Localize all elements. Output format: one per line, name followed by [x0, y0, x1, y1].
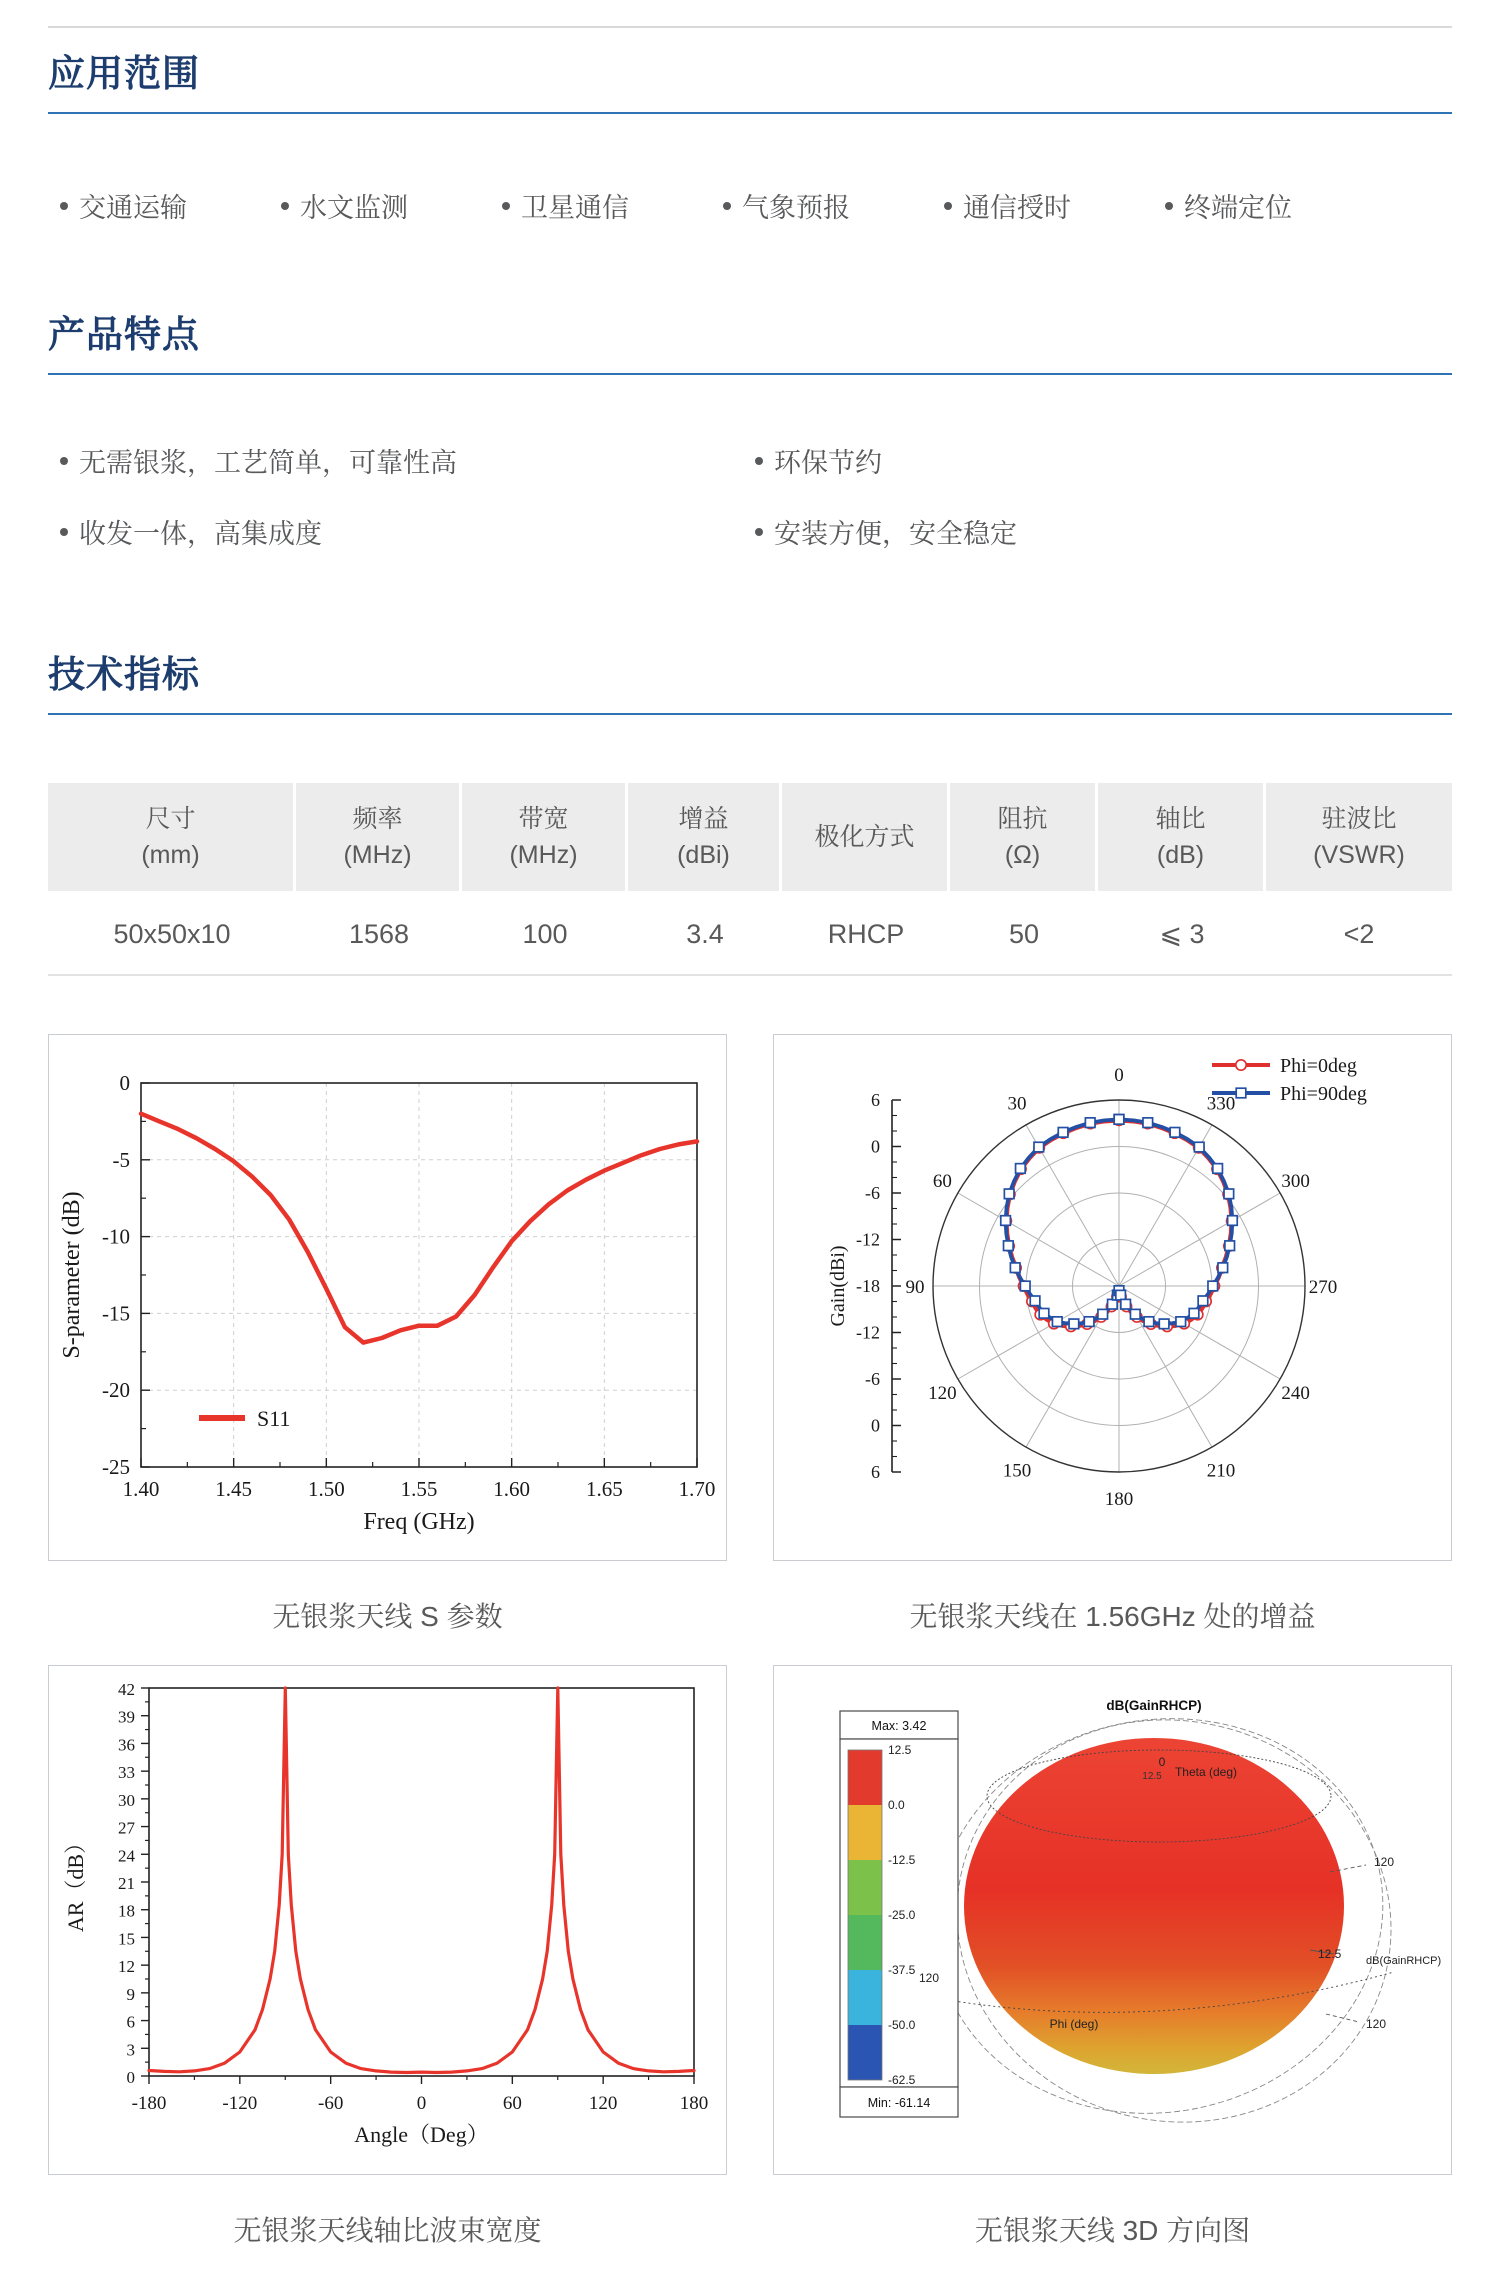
- svg-text:120: 120: [1374, 1855, 1395, 1870]
- feature-label: 无需银浆，工艺简单，可靠性高: [79, 448, 457, 479]
- application-label: 交通运输: [79, 193, 187, 224]
- bullet-dot-icon: [755, 457, 763, 465]
- axial-ratio-plot: [49, 1666, 726, 2174]
- svg-text:0: 0: [119, 1071, 130, 1096]
- spec-col-header: 频率 (MHz): [296, 783, 462, 891]
- svg-text:12.5: 12.5: [1142, 1771, 1162, 1783]
- svg-text:-180: -180: [131, 2093, 167, 2115]
- svg-text:-20: -20: [102, 1378, 130, 1403]
- bullet-dot-icon: [60, 528, 68, 536]
- svg-text:-60: -60: [318, 2093, 344, 2115]
- svg-text:dB(GainRHCP): dB(GainRHCP): [1366, 1955, 1442, 1968]
- svg-text:12: 12: [118, 1957, 135, 1977]
- spec-col-header: 驻波比 (VSWR): [1266, 783, 1452, 891]
- spec-value-cell: 3.4: [628, 891, 782, 976]
- svg-text:-6: -6: [865, 1369, 880, 1390]
- bullet-dot-icon: [502, 202, 510, 210]
- svg-text:21: 21: [118, 1874, 135, 1894]
- svg-text:0.0: 0.0: [888, 1798, 905, 1813]
- svg-text:90: 90: [905, 1277, 925, 1299]
- application-label: 水文监测: [300, 193, 408, 224]
- chart-caption: 无银浆天线 S 参数: [272, 1601, 503, 1633]
- svg-text:9: 9: [126, 1985, 135, 2005]
- list-item: [281, 186, 408, 225]
- svg-text:Freq (GHz): Freq (GHz): [363, 1509, 475, 1536]
- svg-text:120: 120: [1366, 2017, 1387, 2032]
- section-underline: [48, 373, 1452, 375]
- feature-label: 环保节约: [774, 448, 882, 479]
- list-item: [60, 441, 755, 480]
- axial-ratio-chart: [48, 1665, 727, 2175]
- svg-text:-18: -18: [856, 1276, 880, 1297]
- chart-cell-s-parameter: [48, 1034, 727, 1635]
- svg-text:-25.0: -25.0: [888, 1908, 916, 1923]
- svg-text:60: 60: [502, 2093, 522, 2115]
- gain-polar-plot: [774, 1035, 1451, 1560]
- svg-text:12.5: 12.5: [888, 1743, 912, 1758]
- svg-text:1.55: 1.55: [400, 1477, 438, 1502]
- section-specs: [48, 651, 1452, 976]
- bullet-dot-icon: [281, 202, 289, 210]
- svg-text:6: 6: [126, 2012, 135, 2032]
- svg-text:Theta (deg): Theta (deg): [1174, 1765, 1238, 1780]
- section-title-specs: 技术指标: [48, 654, 200, 696]
- svg-text:33: 33: [118, 1763, 135, 1783]
- spec-col-header: 轴比 (dB): [1098, 783, 1266, 891]
- svg-text:0: 0: [1114, 1065, 1124, 1087]
- svg-text:S-parameter (dB): S-parameter (dB): [59, 1191, 85, 1359]
- list-item: [60, 512, 755, 551]
- application-label: 通信授时: [963, 193, 1071, 224]
- pattern-3d-plot: [774, 1666, 1451, 2174]
- specs-table: [48, 783, 1452, 976]
- svg-text:240: 240: [1281, 1383, 1310, 1405]
- svg-text:AR（dB）: AR（dB）: [63, 1832, 88, 1933]
- svg-text:270: 270: [1308, 1277, 1338, 1299]
- svg-text:-120: -120: [222, 2093, 258, 2115]
- specs-value-row: [48, 891, 1452, 976]
- section-underline: [48, 112, 1452, 114]
- bullet-dot-icon: [944, 202, 952, 210]
- datasheet-page: [48, 0, 1452, 2249]
- svg-text:6: 6: [871, 1090, 880, 1111]
- svg-text:24: 24: [118, 1846, 135, 1866]
- spec-col-header: 增益 (dBi): [628, 783, 782, 891]
- pattern-3d-chart: [773, 1665, 1452, 2175]
- svg-text:3: 3: [126, 2040, 135, 2060]
- svg-text:120: 120: [588, 2093, 618, 2115]
- svg-text:-10: -10: [102, 1224, 130, 1249]
- svg-text:6: 6: [871, 1462, 880, 1483]
- s-parameter-plot: [49, 1035, 726, 1560]
- svg-text:0: 0: [416, 2093, 427, 2115]
- bullet-dot-icon: [1165, 202, 1173, 210]
- svg-text:1.65: 1.65: [585, 1477, 623, 1502]
- spec-value-cell: 50x50x10: [48, 891, 296, 976]
- svg-text:210: 210: [1206, 1460, 1236, 1482]
- svg-text:0: 0: [871, 1415, 880, 1436]
- svg-text:42: 42: [118, 1680, 135, 1700]
- svg-text:150: 150: [1002, 1460, 1032, 1482]
- gain-polar-chart: [773, 1034, 1452, 1561]
- section-title-applications: 应用范围: [48, 53, 200, 94]
- section-title-features: 产品特点: [48, 314, 200, 356]
- section-applications: [48, 50, 1452, 225]
- svg-text:1.40: 1.40: [122, 1477, 160, 1502]
- svg-text:39: 39: [118, 1707, 135, 1727]
- svg-text:60: 60: [932, 1171, 952, 1193]
- spec-col-header: 尺寸 (mm): [48, 783, 296, 891]
- spec-col-header: 带宽 (MHz): [462, 783, 628, 891]
- svg-text:300: 300: [1281, 1171, 1310, 1193]
- svg-text:30: 30: [118, 1791, 135, 1811]
- svg-text:S11: S11: [257, 1406, 291, 1432]
- list-item: [944, 186, 1071, 225]
- charts-grid: [48, 1034, 1452, 2249]
- chart-cell-axial-ratio: [48, 1665, 727, 2249]
- chart-cell-3d-pattern: [773, 1665, 1452, 2249]
- feature-list: [60, 441, 1452, 551]
- spec-value-cell: <2: [1266, 891, 1452, 976]
- svg-text:-15: -15: [102, 1301, 130, 1326]
- application-label: 卫星通信: [521, 193, 629, 224]
- svg-text:15: 15: [118, 1929, 135, 1949]
- spec-value-cell: 1568: [296, 891, 462, 976]
- svg-text:120: 120: [928, 1383, 957, 1405]
- svg-text:180: 180: [1104, 1489, 1134, 1511]
- svg-text:Phi=0deg: Phi=0deg: [1280, 1055, 1357, 1078]
- spec-value-cell: 50: [950, 891, 1098, 976]
- svg-text:18: 18: [118, 1901, 135, 1921]
- list-item: [1165, 186, 1292, 225]
- svg-text:0: 0: [871, 1136, 880, 1157]
- svg-text:120: 120: [918, 1971, 940, 1986]
- section-underline: [48, 713, 1452, 715]
- svg-text:0: 0: [1158, 1755, 1166, 1770]
- svg-text:Phi (deg): Phi (deg): [1049, 2017, 1099, 2032]
- svg-text:-62.5: -62.5: [888, 2073, 916, 2088]
- svg-text:Max: 3.42: Max: 3.42: [871, 1719, 927, 1734]
- feature-label: 安装方便，安全稳定: [774, 519, 1017, 550]
- section-features: [48, 311, 1452, 551]
- s-parameter-chart: [48, 1034, 727, 1561]
- bullet-dot-icon: [60, 457, 68, 465]
- application-list: [60, 186, 1452, 225]
- svg-text:Phi=90deg: Phi=90deg: [1280, 1083, 1367, 1106]
- svg-text:330: 330: [1206, 1093, 1236, 1115]
- svg-text:1.45: 1.45: [215, 1477, 253, 1502]
- application-label: 气象预报: [742, 193, 850, 224]
- svg-text:27: 27: [118, 1818, 135, 1838]
- svg-text:30: 30: [1007, 1093, 1027, 1115]
- svg-text:12.5: 12.5: [1318, 1947, 1342, 1962]
- svg-text:0: 0: [126, 2068, 135, 2088]
- svg-text:1.60: 1.60: [493, 1477, 531, 1502]
- svg-text:-50.0: -50.0: [888, 2018, 916, 2033]
- svg-text:180: 180: [679, 2093, 709, 2115]
- svg-text:-12: -12: [856, 1229, 880, 1250]
- application-label: 终端定位: [1184, 193, 1292, 224]
- list-item: [60, 186, 187, 225]
- bullet-dot-icon: [60, 202, 68, 210]
- svg-text:-6: -6: [865, 1183, 880, 1204]
- list-item: [755, 512, 1452, 551]
- chart-cell-gain-polar: [773, 1034, 1452, 1635]
- svg-text:-25: -25: [102, 1455, 130, 1480]
- svg-text:Gain(dBi): Gain(dBi): [827, 1245, 849, 1327]
- chart-caption: 无银浆天线在 1.56GHz 处的增益: [909, 1601, 1316, 1633]
- svg-text:1.70: 1.70: [678, 1477, 716, 1502]
- svg-text:-37.5: -37.5: [888, 1963, 916, 1978]
- svg-text:-12: -12: [856, 1322, 880, 1343]
- chart-caption: 无银浆天线 3D 方向图: [974, 2215, 1251, 2247]
- svg-text:1.50: 1.50: [307, 1477, 345, 1502]
- svg-text:-12.5: -12.5: [888, 1853, 916, 1868]
- svg-text:-5: -5: [112, 1148, 130, 1173]
- spec-value-cell: 100: [462, 891, 628, 976]
- spec-value-cell: ⩽ 3: [1098, 891, 1266, 976]
- bullet-dot-icon: [723, 202, 731, 210]
- svg-text:Min: -61.14: Min: -61.14: [867, 2096, 931, 2111]
- svg-text:36: 36: [118, 1735, 135, 1755]
- spec-col-header: 极化方式: [782, 783, 950, 891]
- chart-caption: 无银浆天线轴比波束宽度: [233, 2215, 542, 2247]
- top-divider: [48, 26, 1452, 28]
- svg-text:dB(GainRHCP): dB(GainRHCP): [1106, 1698, 1202, 1714]
- list-item: [755, 441, 1452, 480]
- spec-col-header: 阻抗 (Ω): [950, 783, 1098, 891]
- spec-value-cell: RHCP: [782, 891, 950, 976]
- specs-header-row: [48, 783, 1452, 891]
- svg-text:Angle（Deg）: Angle（Deg）: [354, 2122, 489, 2148]
- bullet-dot-icon: [755, 528, 763, 536]
- feature-label: 收发一体，高集成度: [79, 519, 322, 550]
- list-item: [723, 186, 850, 225]
- list-item: [502, 186, 629, 225]
